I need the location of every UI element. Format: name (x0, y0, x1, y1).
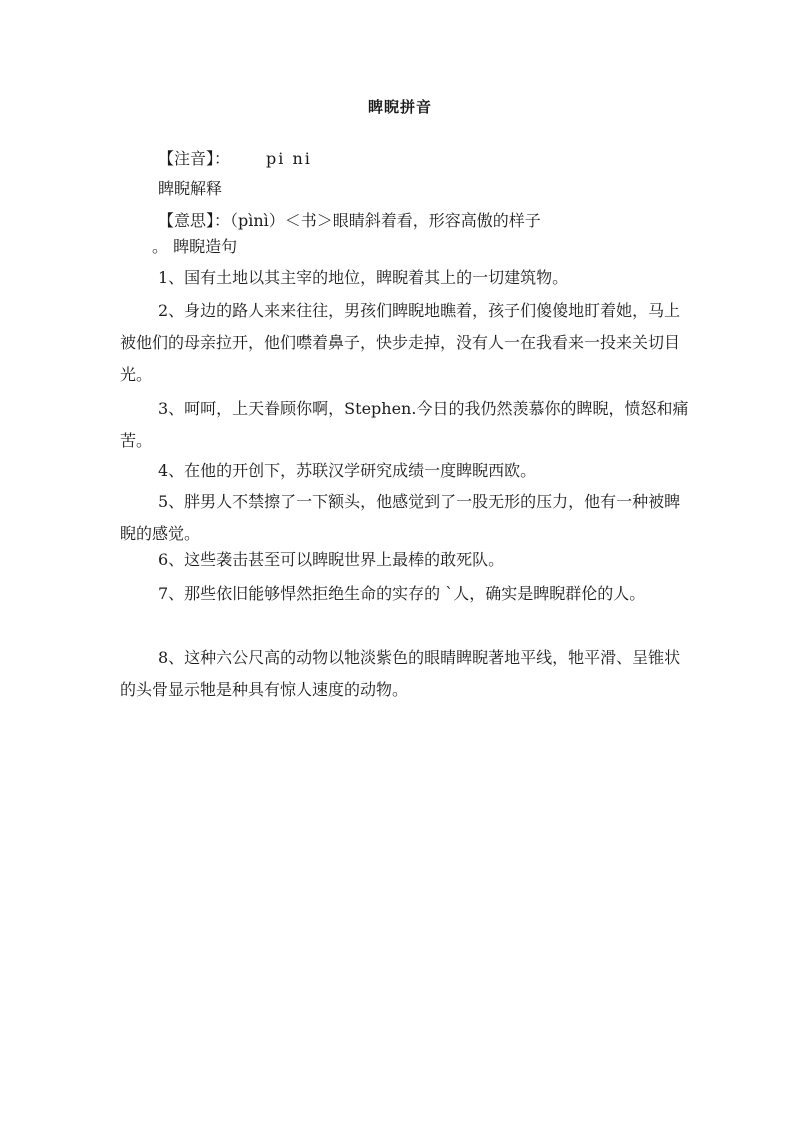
meaning-tail: 。 睥睨造句 (152, 237, 238, 256)
sentence-5: 5、胖男人不禁擦了一下额头，他感觉到了一股无形的压力，他有一种被睥睨的感觉。 (120, 492, 681, 543)
sentence-6: 6、这些袭击甚至可以睥睨世界上最棒的敢死队。 (158, 550, 505, 569)
explain-heading: 睥睨解释 (158, 179, 223, 198)
document-title: 睥睨拼音 (367, 98, 432, 116)
sentence-8: 8、这种六公尺高的动物以牠淡紫色的眼睛睥睨著地平线，牠平滑、呈锥状的头骨显示牠是种具有惊人速度的动物。 (120, 648, 681, 699)
sentence-2: 2、身边的路人来来往往，男孩们睥睨地瞧着，孩子们傻傻地盯着她，马上被他们的母亲拉开，他们噤着鼻子，快步走掉，没有人一在我看来一投来关切目光。 (120, 301, 681, 384)
sentence-4: 4、在他的开创下，苏联汉学研究成绩一度睥睨西欧。 (158, 461, 537, 480)
zhuyin-value: pi ni (266, 149, 312, 168)
meaning-line: 【意思】：（pìnì）＜书＞眼睛斜着看，形容高傲的样子 (158, 211, 541, 230)
sentence-3: 3、呵呵，上天眷顾你啊，Stephen.今日的我仍然羡慕你的睥睨，愤怒和痛苦。 (120, 399, 689, 450)
zhuyin-line (158, 146, 312, 169)
zhuyin-label: 【注音】： (158, 149, 231, 168)
sentence-7: 7、那些依旧能够悍然拒绝生命的实存的 `人，确实是睥睨群伦的人。 (158, 584, 646, 603)
sentence-1: 1、国有土地以其主宰的地位，睥睨着其上的一切建筑物。 (158, 268, 569, 287)
